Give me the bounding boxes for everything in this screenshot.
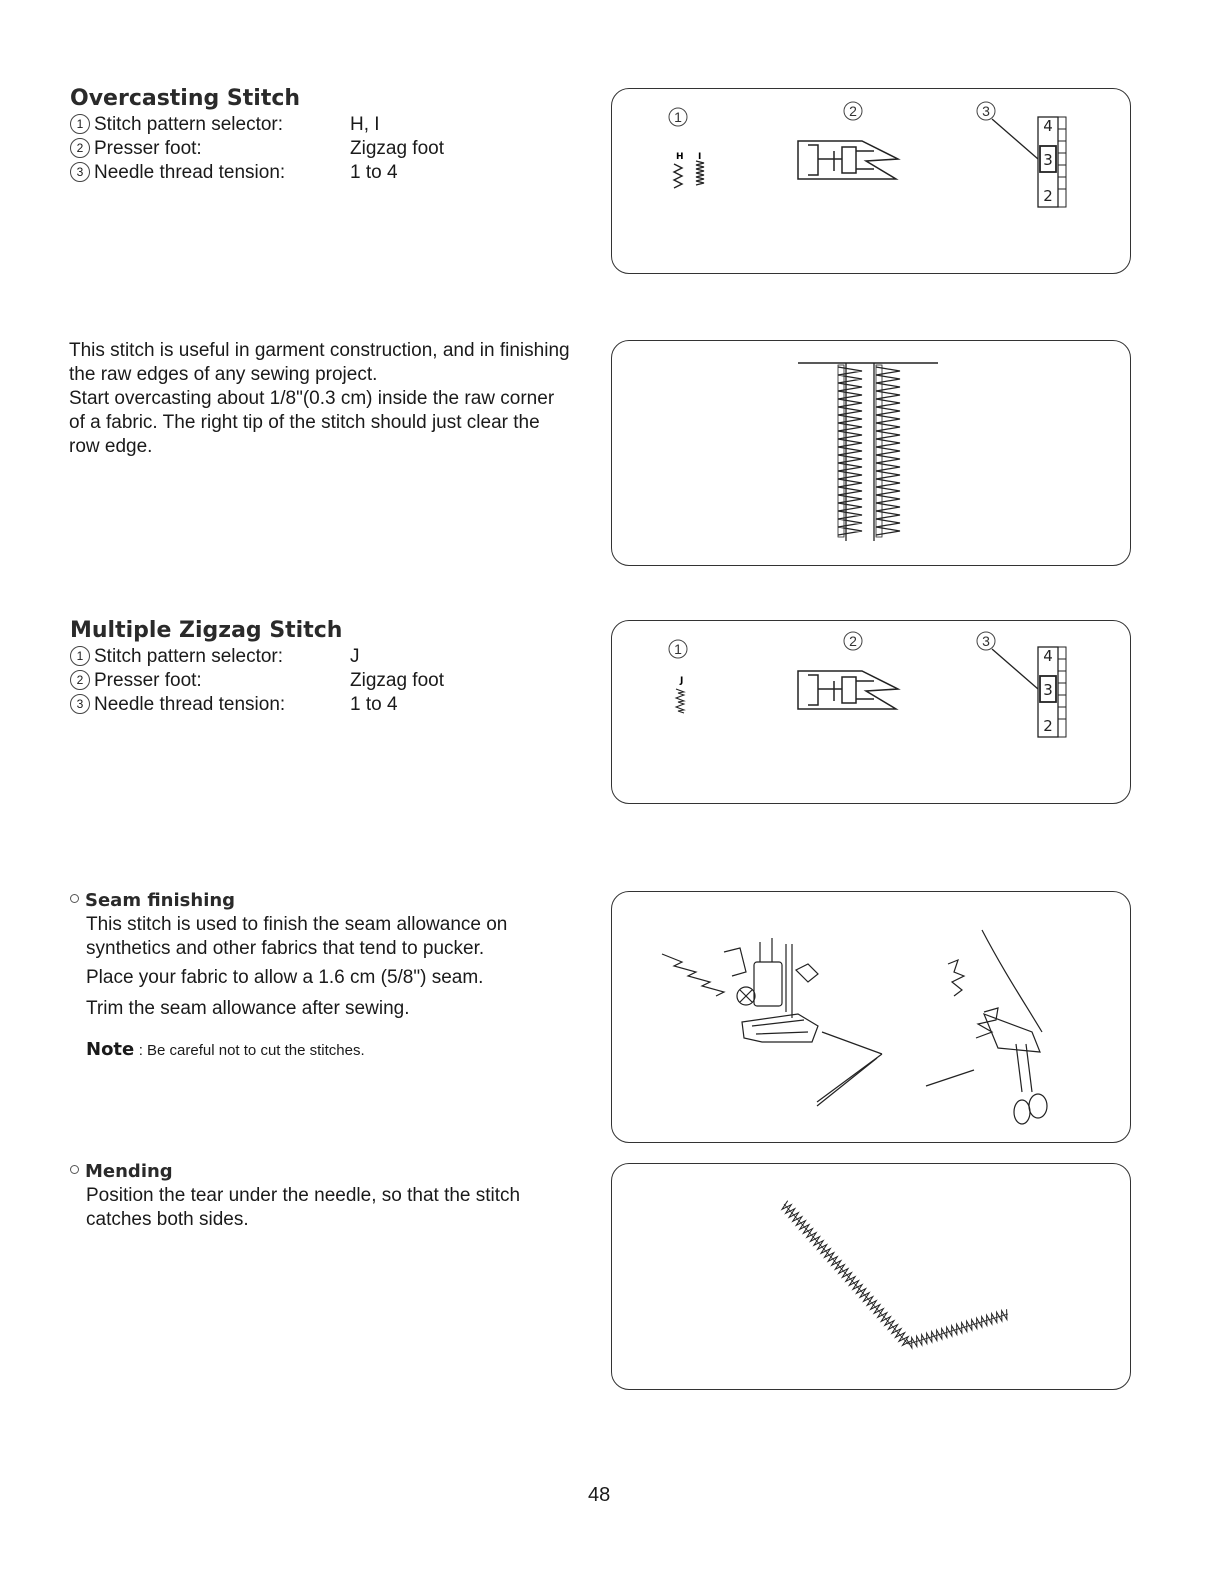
overcasting-settings-illustration xyxy=(612,89,1130,273)
zigzag-stitch-left xyxy=(838,367,862,535)
zigzag-foot-icon xyxy=(798,141,898,179)
spec-row xyxy=(70,137,490,161)
trimmed-stitch xyxy=(948,960,964,996)
circled-number: 2 xyxy=(70,670,90,690)
marker-1: 1 xyxy=(674,109,682,125)
pattern-letter-h: H xyxy=(676,152,684,162)
spec-label: Needle thread tension: xyxy=(94,694,286,715)
overcasting-description xyxy=(69,339,599,459)
marker-3: 3 xyxy=(982,633,990,649)
mending-heading-text: Mending xyxy=(85,1161,173,1182)
zigzag-stitch-right xyxy=(876,367,900,535)
pattern-letter-i: I xyxy=(698,152,702,162)
spec-row xyxy=(70,161,490,185)
overcast-stitch-illustration xyxy=(612,341,1130,565)
seam-finishing-panel xyxy=(611,891,1131,1143)
seam-line: Trim the seam allowance after sewing. xyxy=(86,998,410,1019)
seam-line: This stitch is used to finish the seam allowance on xyxy=(86,914,508,935)
seam-finishing-section xyxy=(70,890,600,1060)
spec-label: Presser foot: xyxy=(94,670,202,691)
seam-finishing-illustration xyxy=(612,892,1130,1142)
dial-number-2: 2 xyxy=(1043,187,1053,205)
seam-finishing-heading-text: Seam finishing xyxy=(85,890,236,911)
mending-illustration xyxy=(612,1164,1130,1389)
spec-label: Needle thread tension: xyxy=(94,162,286,183)
circled-number: 1 xyxy=(70,646,90,666)
spec-value: Zigzag foot xyxy=(350,670,444,691)
spec-row xyxy=(70,645,490,669)
spec-value: 1 to 4 xyxy=(350,162,398,183)
marker-2: 2 xyxy=(849,103,857,119)
overcasting-stitch-panel xyxy=(611,340,1131,566)
mending-panel xyxy=(611,1163,1131,1390)
circled-number: 1 xyxy=(70,114,90,134)
marker-1: 1 xyxy=(674,641,682,657)
dial-number-3: 3 xyxy=(1043,681,1053,699)
zigzag-foot-icon xyxy=(798,671,898,709)
presser-foot-icon xyxy=(742,1014,818,1042)
description-line: Start overcasting about 1/8"(0.3 cm) inside the raw corner xyxy=(69,388,555,409)
description-line: This stitch is useful in garment construction, and in finishing xyxy=(69,340,570,361)
note-label: Note xyxy=(86,1039,135,1060)
seam-finishing-heading xyxy=(70,890,600,911)
mending-stitch-horizontal xyxy=(907,1309,1007,1348)
marker-3: 3 xyxy=(982,103,990,119)
spec-row xyxy=(70,113,490,137)
tension-dial-icon xyxy=(992,117,1066,207)
pattern-selector-icon xyxy=(674,152,704,188)
spec-row xyxy=(70,693,490,717)
pattern-letter-j: J xyxy=(680,676,684,686)
dial-number-4: 4 xyxy=(1043,117,1053,135)
spec-label: Stitch pattern selector: xyxy=(94,114,284,135)
dial-number-2: 2 xyxy=(1043,717,1053,735)
spec-label: Stitch pattern selector: xyxy=(94,646,284,667)
spec-label: Presser foot: xyxy=(94,138,202,159)
circled-number: 3 xyxy=(70,694,90,714)
pattern-selector-icon xyxy=(676,676,684,713)
note xyxy=(86,1039,600,1060)
spec-value: Zigzag foot xyxy=(350,138,444,159)
spec-value: J xyxy=(350,646,360,667)
mending-line: Position the tear under the needle, so that the stitch xyxy=(86,1185,521,1206)
bullet-icon xyxy=(70,894,79,903)
mending-heading xyxy=(70,1161,600,1182)
overcasting-title: Overcasting Stitch xyxy=(70,86,301,111)
bullet-icon xyxy=(70,1165,79,1174)
spec-value: H, I xyxy=(350,114,380,135)
page-number: 48 xyxy=(588,1484,611,1506)
fabric-edge xyxy=(822,1032,882,1054)
description-line: of a fabric. The right tip of the stitch should just clear the xyxy=(69,412,540,433)
description-line: row edge. xyxy=(69,436,153,457)
overcasting-specs xyxy=(70,113,490,185)
seam-line: Place your fabric to allow a 1.6 cm (5/8") seam. xyxy=(86,967,484,988)
circled-number: 2 xyxy=(70,138,90,158)
tear-line xyxy=(784,1204,908,1344)
circled-number: 3 xyxy=(70,162,90,182)
multiple-zigzag-specs xyxy=(70,645,490,717)
stitch-line xyxy=(662,954,724,996)
dial-number-3: 3 xyxy=(1043,151,1053,169)
dial-number-4: 4 xyxy=(1043,647,1053,665)
overcasting-settings-panel xyxy=(611,88,1131,274)
marker-2: 2 xyxy=(849,633,857,649)
mending-stitch-diagonal xyxy=(782,1201,912,1346)
description-line: the raw edges of any sewing project. xyxy=(69,364,378,385)
note-text: : Be careful not to cut the stitches. xyxy=(138,1042,365,1059)
seam-line: synthetics and other fabrics that tend to pucker. xyxy=(86,938,485,959)
multiple-zigzag-settings-panel xyxy=(611,620,1131,804)
spec-row xyxy=(70,669,490,693)
mending-line: catches both sides. xyxy=(86,1209,249,1230)
mending-section xyxy=(70,1161,600,1232)
multiple-zigzag-settings-illustration xyxy=(612,621,1130,803)
multiple-zigzag-title: Multiple Zigzag Stitch xyxy=(70,618,343,643)
spec-value: 1 to 4 xyxy=(350,694,398,715)
tension-dial-icon xyxy=(992,647,1066,737)
